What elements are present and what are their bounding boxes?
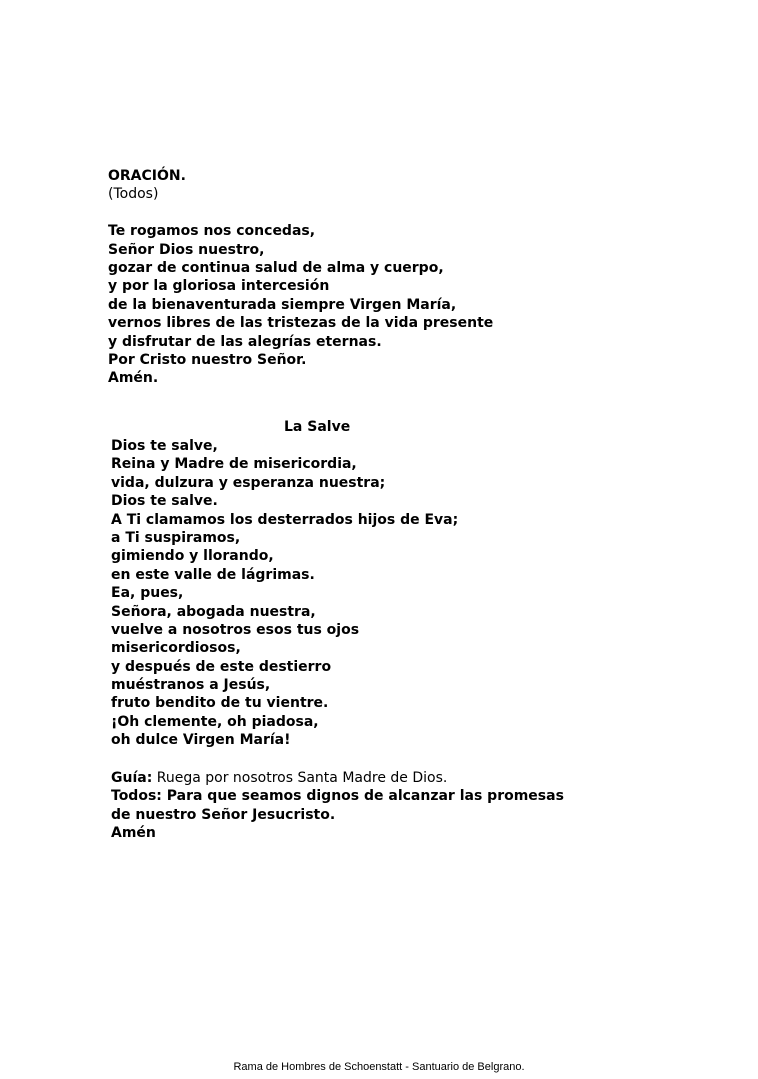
salve-line: muéstranos a Jesús, bbox=[111, 677, 271, 694]
guia-line bbox=[111, 769, 564, 787]
salve-title: La Salve bbox=[284, 419, 351, 435]
amen-line: Amén bbox=[111, 825, 156, 842]
oracion-line: y disfrutar de las alegrías eternas. bbox=[108, 333, 382, 350]
oracion-line: Amén. bbox=[108, 370, 159, 387]
salve-line: Dios te salve. bbox=[111, 493, 218, 510]
salve-line: fruto bendito de tu vientre. bbox=[111, 695, 329, 712]
salve-line: gimiendo y llorando, bbox=[111, 548, 274, 565]
salve-line: a Ti suspiramos, bbox=[111, 529, 241, 546]
page-footer: Rama de Hombres de Schoenstatt - Santuario de Belgrano. bbox=[233, 1061, 525, 1073]
oracion-line: vernos libres de las tristezas de la vida presente bbox=[108, 315, 494, 332]
oracion-line: gozar de continua salud de alma y cuerpo, bbox=[108, 259, 444, 276]
guia-label: Guía: bbox=[111, 770, 153, 786]
oracion-line: y por la gloriosa intercesión bbox=[108, 278, 330, 295]
guia-text: Ruega por nosotros Santa Madre de Dios. bbox=[152, 770, 448, 786]
salve-line: ¡Oh clemente, oh piadosa, bbox=[111, 713, 319, 730]
salve-line: Dios te salve, bbox=[111, 438, 218, 454]
oracion-subheading: (Todos) bbox=[108, 186, 159, 203]
salve-line: vida, dulzura y esperanza nuestra; bbox=[111, 474, 386, 491]
salve-line: oh dulce Virgen María! bbox=[111, 732, 291, 749]
salve-line: A Ti clamamos los desterrados hijos de Eva; bbox=[111, 511, 459, 528]
salve-line: y después de este destierro bbox=[111, 658, 332, 675]
salve-line: vuelve a nosotros esos tus ojos bbox=[111, 621, 360, 638]
blank-line bbox=[108, 204, 493, 222]
oracion-line: Por Cristo nuestro Señor. bbox=[108, 351, 307, 368]
salve-line: Señora, abogada nuestra, bbox=[111, 603, 316, 620]
salve-line: en este valle de lágrimas. bbox=[111, 566, 315, 583]
salve-line: misericordiosos, bbox=[111, 640, 241, 657]
todos-line: Todos: Para que seamos dignos de alcanzar las promesas bbox=[111, 788, 564, 805]
oracion-section bbox=[108, 167, 493, 388]
oracion-line: Te rogamos nos concedas, bbox=[108, 223, 316, 240]
oracion-heading: ORACIÓN. bbox=[108, 168, 186, 184]
oracion-line: de la bienaventurada siempre Virgen María, bbox=[108, 296, 457, 313]
salve-line: Reina y Madre de misericordia, bbox=[111, 456, 357, 473]
response-section bbox=[111, 769, 564, 843]
todos-line-continued: de nuestro Señor Jesucristo. bbox=[111, 806, 336, 823]
salve-line: Ea, pues, bbox=[111, 585, 184, 602]
oracion-line: Señor Dios nuestro, bbox=[108, 241, 265, 258]
salve-section bbox=[111, 437, 458, 750]
